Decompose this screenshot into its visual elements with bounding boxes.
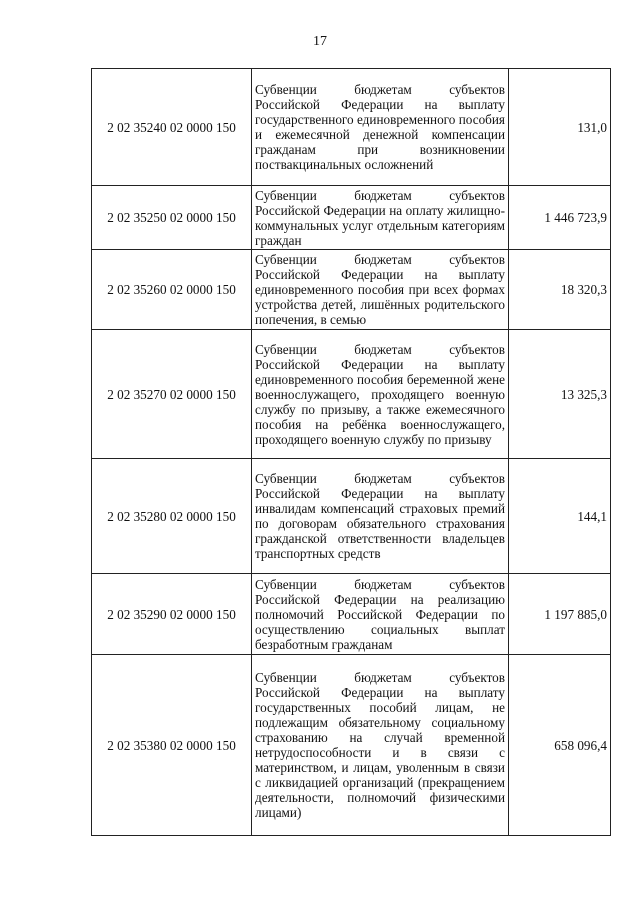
description-cell: Субвенции бюджетам субъектов Российской Федерации на оплату жилищно-коммунальных услуг отдельным категориям граждан bbox=[252, 186, 509, 250]
description-cell: Субвенции бюджетам субъектов Российской Федерации на выплату государственных пособий лицам, не подлежащим обязательному социальному страхованию на случай временной нетрудоспособности и в связи с материнством, и лицам, уволенным в связи с ликвидацией организаций (прекращением деятельности, полномочий физическими лицами) bbox=[252, 655, 509, 836]
table-row bbox=[92, 186, 611, 250]
amount-cell: 131,0 bbox=[509, 69, 611, 186]
amount-cell: 658 096,4 bbox=[509, 655, 611, 836]
budget-table bbox=[91, 68, 611, 836]
table-row bbox=[92, 655, 611, 836]
table-row bbox=[92, 69, 611, 186]
description-cell: Субвенции бюджетам субъектов Российской Федерации на выплату единовременного пособия при всех формах устройства детей, лишённых родительского попечения, в семью bbox=[252, 250, 509, 330]
table-row bbox=[92, 459, 611, 574]
budget-code-cell: 2 02 35250 02 0000 150 bbox=[92, 186, 252, 250]
table-row bbox=[92, 574, 611, 655]
amount-cell: 1 446 723,9 bbox=[509, 186, 611, 250]
budget-code-cell: 2 02 35280 02 0000 150 bbox=[92, 459, 252, 574]
budget-code-cell: 2 02 35260 02 0000 150 bbox=[92, 250, 252, 330]
budget-code-cell: 2 02 35270 02 0000 150 bbox=[92, 330, 252, 459]
amount-cell: 1 197 885,0 bbox=[509, 574, 611, 655]
description-cell: Субвенции бюджетам субъектов Российской Федерации на выплату единовременного пособия беременной жене военнослужащего, проходящего военную службу по призыву, а также ежемесячного пособия на ребёнка военнослужащего, проходящего военную службу по призыву bbox=[252, 330, 509, 459]
budget-code-cell: 2 02 35290 02 0000 150 bbox=[92, 574, 252, 655]
table-row bbox=[92, 330, 611, 459]
budget-table-body bbox=[92, 69, 611, 836]
amount-cell: 18 320,3 bbox=[509, 250, 611, 330]
budget-code-cell: 2 02 35240 02 0000 150 bbox=[92, 69, 252, 186]
table-row bbox=[92, 250, 611, 330]
description-cell: Субвенции бюджетам субъектов Российской Федерации на выплату государственного единовременного пособия и ежемесячной денежной компенсации гражданам при возникновении поствакцинальных осложнений bbox=[252, 69, 509, 186]
description-cell: Субвенции бюджетам субъектов Российской Федерации на выплату инвалидам компенсаций страховых премий по договорам обязательного страхования гражданской ответственности владельцев транспортных средств bbox=[252, 459, 509, 574]
amount-cell: 13 325,3 bbox=[509, 330, 611, 459]
page-number: 17 bbox=[313, 34, 327, 49]
description-cell: Субвенции бюджетам субъектов Российской Федерации на реализацию полномочий Российской Федерации по осуществлению социальных выплат безработным гражданам bbox=[252, 574, 509, 655]
amount-cell: 144,1 bbox=[509, 459, 611, 574]
budget-code-cell: 2 02 35380 02 0000 150 bbox=[92, 655, 252, 836]
